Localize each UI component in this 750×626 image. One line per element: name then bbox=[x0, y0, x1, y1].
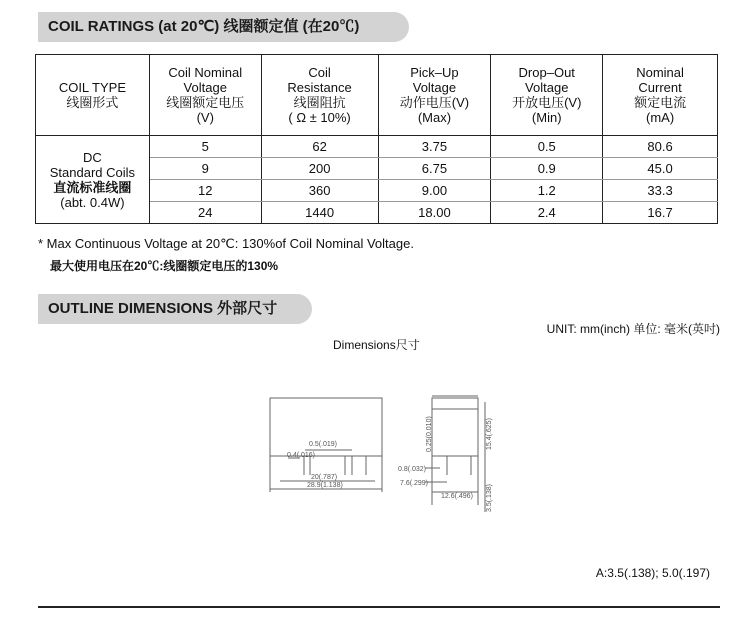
header-line: Nominal bbox=[636, 65, 684, 80]
header-line: 开放电压(V) bbox=[512, 95, 582, 110]
header-line: (V) bbox=[196, 110, 214, 125]
header-line: Voltage bbox=[412, 80, 457, 95]
coil-type-line: 直流标准线圈 bbox=[53, 179, 132, 195]
a-dimension-values: A:3.5(.138); 5.0(.197) bbox=[595, 566, 710, 580]
header-line: Coil bbox=[308, 65, 331, 80]
dim-label: 0.5(.019) bbox=[309, 441, 338, 448]
header-line: Resistance bbox=[287, 80, 352, 95]
dim-label: 12.6(.496) bbox=[441, 493, 473, 500]
header-line: Pick–Up bbox=[410, 65, 459, 80]
header-line: Current bbox=[638, 80, 682, 95]
header-line: 线圈阻抗 bbox=[293, 95, 346, 110]
table-cell: 9.00 bbox=[378, 180, 491, 202]
table-cell: 45.0 bbox=[603, 158, 718, 180]
dim-label: 0.25(0.010) bbox=[426, 416, 433, 452]
header-line: COIL TYPE bbox=[58, 80, 127, 95]
outline-dimensions-heading: OUTLINE DIMENSIONS 外部尺寸 bbox=[38, 294, 312, 324]
table-cell: 9 bbox=[149, 158, 261, 180]
coil-type-line: DC bbox=[83, 149, 102, 165]
header-line: 线圈形式 bbox=[66, 95, 119, 110]
header-line: (Max) bbox=[417, 110, 452, 125]
dim-label: 20(.787) bbox=[311, 474, 338, 481]
header-line: (Min) bbox=[531, 110, 562, 125]
table-cell: 12 bbox=[149, 180, 261, 202]
header-line: 动作电压(V) bbox=[399, 95, 470, 110]
max-voltage-note-cn: 最大使用电压在20℃:线圈额定电压的130% bbox=[50, 259, 279, 273]
dim-label: 7.6(.299) bbox=[400, 480, 429, 487]
table-cell: 33.3 bbox=[603, 180, 718, 202]
table-cell: 200 bbox=[261, 158, 378, 180]
header-line: (mA) bbox=[645, 110, 675, 125]
dimensions-title: Dimensions尺寸 bbox=[333, 338, 420, 352]
header-line: 额定电流 bbox=[634, 95, 687, 110]
table-cell: 62 bbox=[261, 136, 378, 158]
table-cell: 1440 bbox=[261, 202, 378, 224]
coil-type-line: (abt. 0.4W) bbox=[60, 194, 125, 210]
dim-label: 3.5(.138) bbox=[486, 483, 493, 512]
header-line: ( Ω ± 10%) bbox=[288, 110, 351, 125]
table-cell: 24 bbox=[149, 202, 261, 224]
table-cell: 16.7 bbox=[603, 202, 718, 224]
header-line: Voltage bbox=[525, 80, 569, 95]
table-cell: 80.6 bbox=[603, 136, 718, 158]
dim-label: 0.8(.032) bbox=[398, 466, 427, 473]
table-cell: 3.75 bbox=[378, 136, 491, 158]
table-cell: 0.9 bbox=[491, 158, 603, 180]
header-line: Coil Nominal bbox=[168, 65, 243, 80]
table-cell: 2.4 bbox=[491, 202, 603, 224]
header-line: 线圈额定电压 bbox=[166, 95, 245, 110]
unit-label: UNIT: mm(inch) 单位: 毫米(英吋) bbox=[546, 322, 720, 336]
coil-ratings-heading: COIL RATINGS (at 20℃) 线圈额定值 (在20℃) bbox=[38, 12, 409, 42]
table-cell: 1.2 bbox=[491, 180, 603, 202]
dim-label: 15.4(.625) bbox=[486, 418, 493, 450]
header-line: Drop–Out bbox=[518, 65, 575, 80]
coil-type-line: Standard Coils bbox=[49, 164, 136, 180]
max-voltage-note: * Max Continuous Voltage at 20℃: 130%of Coil Nominal Voltage. bbox=[38, 236, 414, 251]
relay-side-body bbox=[432, 398, 478, 456]
table-cell: 6.75 bbox=[378, 158, 491, 180]
table-cell: 5 bbox=[149, 136, 261, 158]
dim-label: 28.9(1.138) bbox=[307, 482, 343, 489]
table-cell: 360 bbox=[261, 180, 378, 202]
dim-label: 0.4(.016) bbox=[287, 452, 316, 459]
header-line: Voltage bbox=[183, 80, 227, 95]
bottom-rule bbox=[38, 606, 720, 608]
table-cell: 18.00 bbox=[378, 202, 491, 224]
table-cell: 0.5 bbox=[491, 136, 603, 158]
